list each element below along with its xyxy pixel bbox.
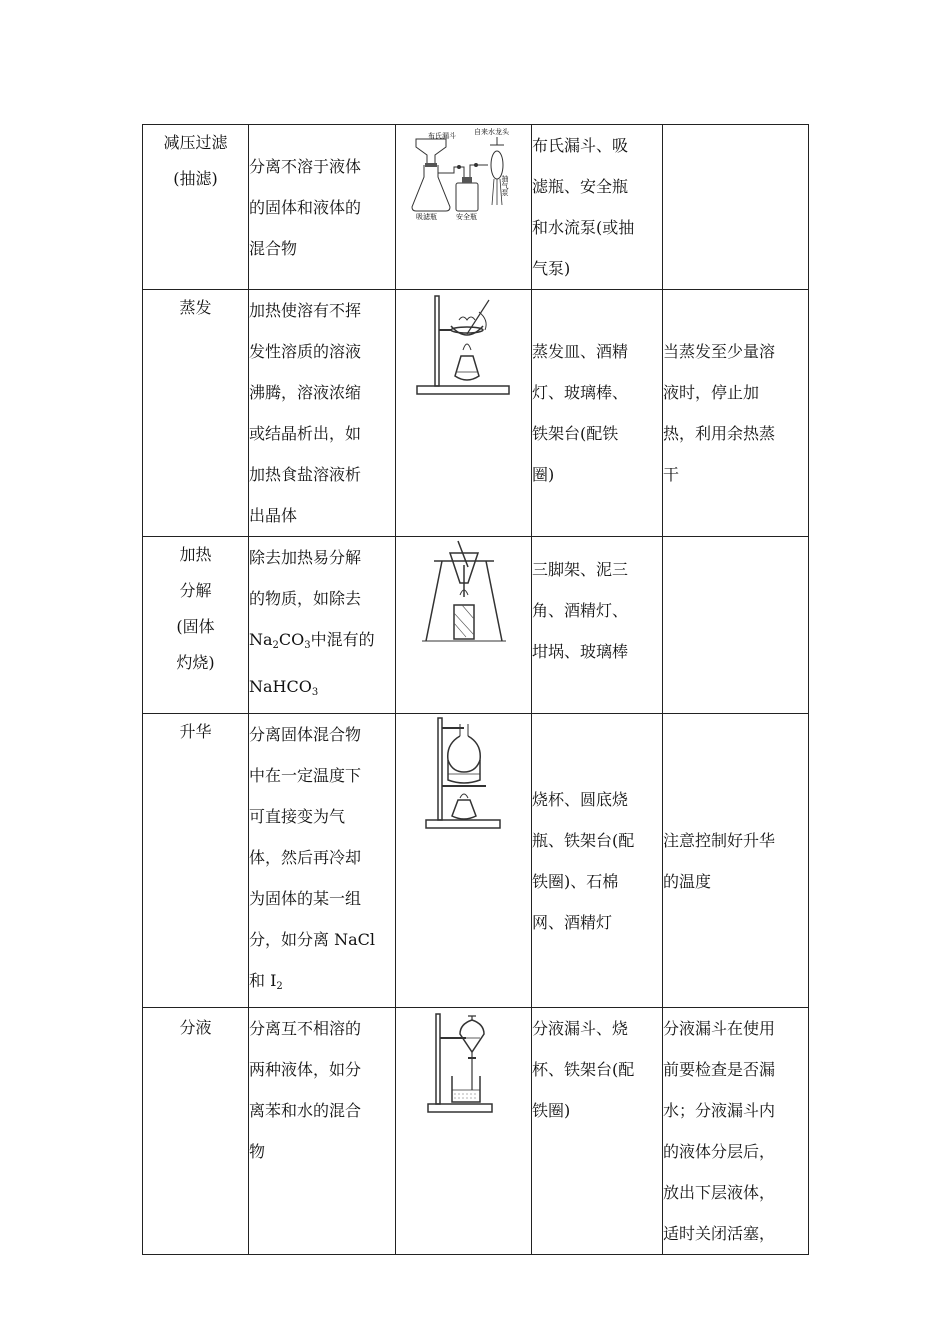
table-row	[143, 290, 809, 537]
notes-cell	[663, 537, 809, 714]
notes-cell	[663, 125, 809, 290]
purpose-line-formula	[249, 666, 395, 713]
instruments-cell	[532, 714, 663, 1008]
formula-part: NaHCO	[249, 677, 312, 696]
formula-part: Na	[249, 630, 273, 649]
method-cell	[143, 537, 249, 714]
figure-cell	[396, 714, 532, 1008]
method-cell	[143, 290, 249, 537]
table-row	[143, 125, 809, 290]
purpose-line: 除去加热易分解	[249, 548, 362, 567]
figure-cell	[396, 1008, 532, 1255]
instruments-text: 蒸发皿、酒精 灯、玻璃棒、 铁架台(配铁 圈)	[532, 342, 629, 484]
instruments-cell	[532, 537, 663, 714]
notes-cell	[663, 714, 809, 1008]
purpose-line-formula	[249, 619, 395, 666]
notes-cell	[663, 1008, 809, 1255]
method-name: 蒸发	[179, 298, 212, 317]
sublimation-figure	[424, 714, 504, 834]
method-cell	[143, 125, 249, 290]
label-pump: 抽气泵	[500, 175, 509, 196]
table-row	[143, 714, 809, 1008]
instruments-text: 布氏漏斗、吸 滤瓶、安全瓶 和水流泵(或抽 气泵)	[532, 136, 635, 278]
purpose-cell	[249, 125, 396, 290]
purpose-text: 分离互不相溶的 两种液体，如分 离苯和水的混合 物	[249, 1019, 362, 1161]
formula-subscript: 3	[304, 640, 311, 651]
method-name: 升华	[179, 722, 212, 741]
method-cell	[143, 1008, 249, 1255]
formula-part: 和 I	[249, 971, 277, 990]
formula-subscript: 3	[311, 687, 319, 698]
figure-cell	[396, 537, 532, 714]
method-name: 减压过滤 (抽滤)	[163, 133, 228, 188]
notes-text: 当蒸发至少量溶 液时，停止加 热，利用余热蒸 干	[663, 342, 776, 484]
purpose-line: 的物质，如除去	[249, 589, 362, 608]
formula-subscript: 2	[272, 640, 279, 651]
evaporation-figure	[409, 290, 519, 400]
formula-subscript: 2	[276, 981, 283, 992]
purpose-text: 分离不溶于液体 的固体和液体的 混合物	[249, 156, 362, 258]
formula-part: CO	[278, 630, 305, 649]
instruments-cell	[532, 125, 663, 290]
purpose-cell	[249, 290, 396, 537]
notes-cell	[663, 290, 809, 537]
purpose-cell	[249, 537, 396, 714]
method-name: 加热 分解 (固体 灼烧)	[176, 545, 215, 672]
instruments-cell	[532, 290, 663, 537]
instruments-text: 烧杯、圆底烧 瓶、铁架台(配 铁圈)、石棉 网、酒精灯	[532, 789, 635, 932]
purpose-text: 加热使溶有不挥 发性溶质的溶液 沸腾，溶液浓缩 或结晶析出，如 加热食盐溶液析 出晶体	[249, 301, 362, 525]
method-name: 分液	[179, 1018, 212, 1037]
label-suction-flask: 吸滤瓶	[415, 213, 437, 220]
table-row	[143, 537, 809, 714]
purpose-line-formula	[249, 960, 395, 1007]
separatory-funnel-figure	[426, 1010, 502, 1116]
purpose-text: 分离固体混合物 中在一定温度下 可直接变为气 体，然后再冷却 为固体的某一组 分，如分离 NaCl	[249, 725, 375, 949]
label-water-tap: 自来水龙头	[473, 128, 509, 136]
instruments-cell	[532, 1008, 663, 1255]
figure-cell	[396, 290, 532, 537]
table-row	[143, 1008, 809, 1255]
method-cell	[143, 714, 249, 1008]
label-safety-bottle: 安全瓶	[455, 213, 477, 220]
vacuum-filtration-figure	[404, 125, 524, 220]
purpose-cell	[249, 1008, 396, 1255]
crucible-heating-figure	[422, 537, 506, 647]
figure-cell	[396, 125, 532, 290]
instruments-text: 分液漏斗、烧 杯、铁架台(配 铁圈)	[532, 1019, 635, 1120]
notes-text: 注意控制好升华 的温度	[663, 830, 776, 891]
purpose-text: 中混有的	[310, 630, 375, 649]
label-buchner-funnel: 布氏漏斗	[427, 132, 456, 140]
purpose-cell	[249, 714, 396, 1008]
instruments-text: 三脚架、泥三 角、酒精灯、 坩埚、玻璃棒	[532, 560, 629, 661]
notes-text: 分液漏斗在使用 前要检查是否漏 水；分液漏斗内 的液体分层后， 放出下层液体， 适时关闭活塞，	[663, 1019, 776, 1243]
separation-methods-table	[142, 124, 809, 1255]
